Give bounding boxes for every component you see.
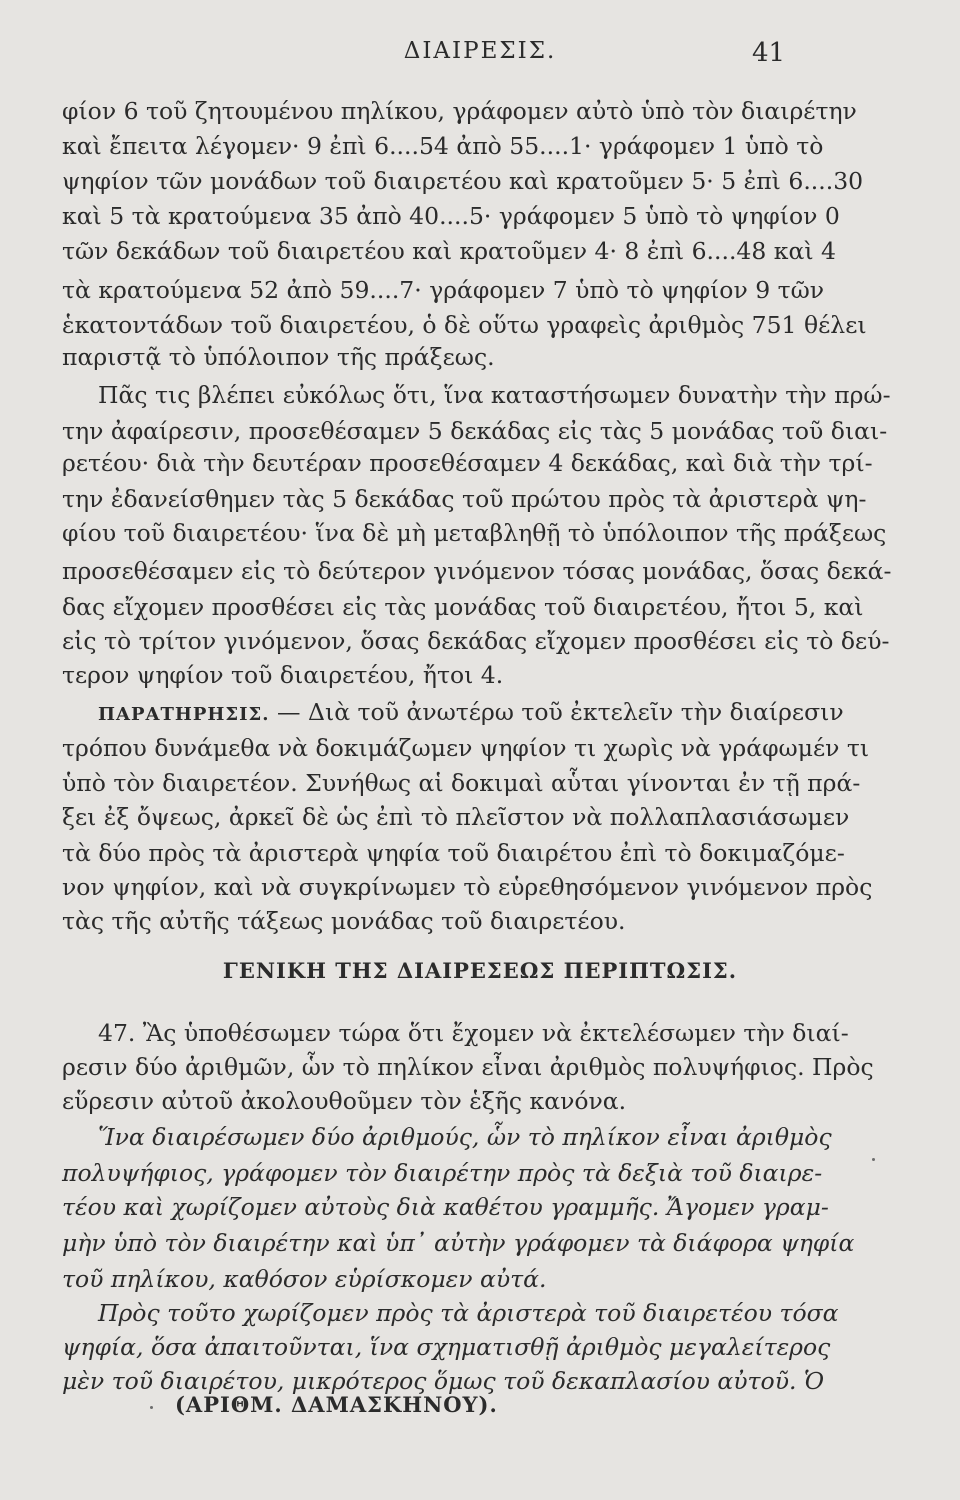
paper-speck (872, 1158, 875, 1161)
text-line: εὕρεσιν αὐτοῦ ἀκολουθοῦμεν τὸν ἑξῆς κανόνα. (62, 1087, 627, 1115)
paper-speck (150, 1406, 153, 1409)
text-line: την ἀφαίρεσιν, προσεθέσαμεν 5 δεκάδας εἰς τὰς 5 μονάδας τοῦ διαι- (62, 417, 888, 445)
text-line: τὰς τῆς αὐτῆς τάξεως μονάδας τοῦ διαιρετέου. (62, 907, 626, 935)
text-line: παριστᾷ τὸ ὑπόλοιπον τῆς πράξεως. (62, 343, 495, 371)
text-line: ξει ἐξ ὄψεως, ἀρκεῖ δὲ ὡς ἐπὶ τὸ πλεῖστον νὰ πολλαπλασιάσωμεν (62, 803, 850, 831)
text-line: φίον 6 τοῦ ζητουμένου πηλίκου, γράφομεν αὐτὸ ὑπὸ τὸν διαιρέτην (62, 97, 857, 125)
text-line: ψηφίον τῶν μονάδων τοῦ διαιρετέου καὶ κρατοῦμεν 5· 5 ἐπὶ 6....30 (62, 167, 864, 195)
remark-first-text: — Διὰ τοῦ ἀνωτέρω τοῦ ἐκτελεῖν τὴν διαίρεσιν (277, 698, 844, 726)
text-line: τὰ κρατούμενα 52 ἀπὸ 59....7· γράφομεν 7 ὑπὸ τὸ ψηφίον 9 τῶν (62, 276, 825, 304)
text-line: νον ψηφίον, καὶ νὰ συγκρίνωμεν τὸ εὑρεθησόμενον γινόμενον πρὸς (62, 873, 873, 901)
text-line: τρόπου δυνάμεθα νὰ δοκιμάζωμεν ψηφίον τι χωρὶς νὰ γράφωμέν τι (62, 734, 870, 762)
text-line: προσεθέσαμεν εἰς τὸ δεύτερον γινόμενον τόσας μονάδας, ὅσας δεκά- (62, 557, 892, 585)
rule-line: Ἵνα διαιρέσωμεν δύο ἀριθμούς, ὧν τὸ πηλίκον εἶναι ἀριθμὸς (98, 1123, 832, 1151)
remark-first-line (98, 697, 844, 730)
text-line: φίου τοῦ διαιρετέου· ἵνα δὲ μὴ μεταβληθῇ τὸ ὑπόλοιπον τῆς πράξεως (62, 519, 887, 547)
rule-line: ψηφία, ὅσα ἀπαιτοῦνται, ἵνα σχηματισθῇ ἀριθμὸς μεγαλείτερος (62, 1333, 831, 1361)
text-line: δας εἴχομεν προσθέσει εἰς τὰς μονάδας τοῦ διαιρετέου, ἤτοι 5, καὶ (62, 593, 864, 621)
running-head: ΔΙΑΙΡΕΣΙΣ. (403, 38, 557, 64)
text-line: ρεσιν δύο ἀριθμῶν, ὧν τὸ πηλίκον εἶναι ἀριθμὸς πολυψήφιος. Πρὸς (62, 1053, 874, 1081)
text-line: 47. Ἂς ὑποθέσωμεν τώρα ὅτι ἔχομεν νὰ ἐκτελέσωμεν τὴν διαί- (98, 1019, 849, 1047)
text-line: τὰ δύο πρὸς τὰ ἀριστερὰ ψηφία τοῦ διαιρέτου ἐπὶ τὸ δοκιμαζόμε- (62, 839, 845, 867)
text-line: τερον ψηφίον τοῦ διαιρετέου, ἤτοι 4. (62, 661, 504, 689)
remark-label: ΠΑΡΑΤΗΡΗΣΙΣ. (98, 704, 270, 725)
rule-line: μὲν τοῦ διαιρέτου, μικρότερος ὅμως τοῦ δεκαπλασίου αὐτοῦ. Ὁ (62, 1367, 825, 1395)
page-number: 41 (752, 38, 786, 68)
text-line: καὶ 5 τὰ κρατούμενα 35 ἀπὸ 40....5· γράφομεν 5 ὑπὸ τὸ ψηφίον 0 (62, 202, 840, 230)
text-line: ρετέου· διὰ τὴν δευτέραν προσεθέσαμεν 4 δεκάδας, καὶ διὰ τὴν τρί- (62, 449, 873, 477)
text-line: ἑκατοντάδων τοῦ διαιρετέου, ὁ δὲ οὕτω γραφεὶς ἀριθμὸς 751 θέλει (62, 311, 867, 339)
text-line: εἰς τὸ τρίτον γινόμενον, ὅσας δεκάδας εἴχομεν προσθέσει εἰς τὸ δεύ- (62, 627, 890, 655)
rule-line: Πρὸς τοῦτο χωρίζομεν πρὸς τὰ ἀριστερὰ τοῦ διαιρετέου τόσα (98, 1299, 839, 1327)
footer-signature: (ΑΡΙΘΜ. ΔΑΜΑΣΚΗΝΟΥ). (175, 1392, 498, 1417)
text-line: τῶν δεκάδων τοῦ διαιρετέου καὶ κρατοῦμεν 4· 8 ἐπὶ 6....48 καὶ 4 (62, 237, 836, 265)
rule-line: πολυψήφιος, γράφομεν τὸν διαιρέτην πρὸς τὰ δεξιὰ τοῦ διαιρε- (62, 1159, 823, 1187)
rule-line: τοῦ πηλίκου, καθόσον εὑρίσκομεν αὐτά. (62, 1265, 547, 1293)
rule-line: μὴν ὑπὸ τὸν διαιρέτην καὶ ὑπ᾽ αὐτὴν γράφομεν τὰ διάφορα ψηφία (62, 1229, 855, 1257)
section-heading: ΓΕΝΙΚΗ ΤΗΣ ΔΙΑΙΡΕΣΕΩΣ ΠΕΡΙΠΤΩΣΙΣ. (222, 958, 738, 983)
text-line: καὶ ἔπειτα λέγομεν· 9 ἐπὶ 6....54 ἀπὸ 55....1· γράφομεν 1 ὑπὸ τὸ (62, 132, 824, 160)
text-line: την ἐδανείσθημεν τὰς 5 δεκάδας τοῦ πρώτου πρὸς τὰ ἀριστερὰ ψη- (62, 485, 867, 513)
text-line: ὑπὸ τὸν διαιρετέον. Συνήθως αἱ δοκιμαὶ αὗται γίνονται ἐν τῇ πρά- (62, 769, 861, 797)
text-line: Πᾶς τις βλέπει εὐκόλως ὅτι, ἵνα καταστήσωμεν δυνατὴν τὴν πρώ- (98, 381, 891, 409)
rule-line: τέου καὶ χωρίζομεν αὐτοὺς διὰ καθέτου γραμμῆς. Ἄγομεν γραμ- (62, 1193, 829, 1221)
